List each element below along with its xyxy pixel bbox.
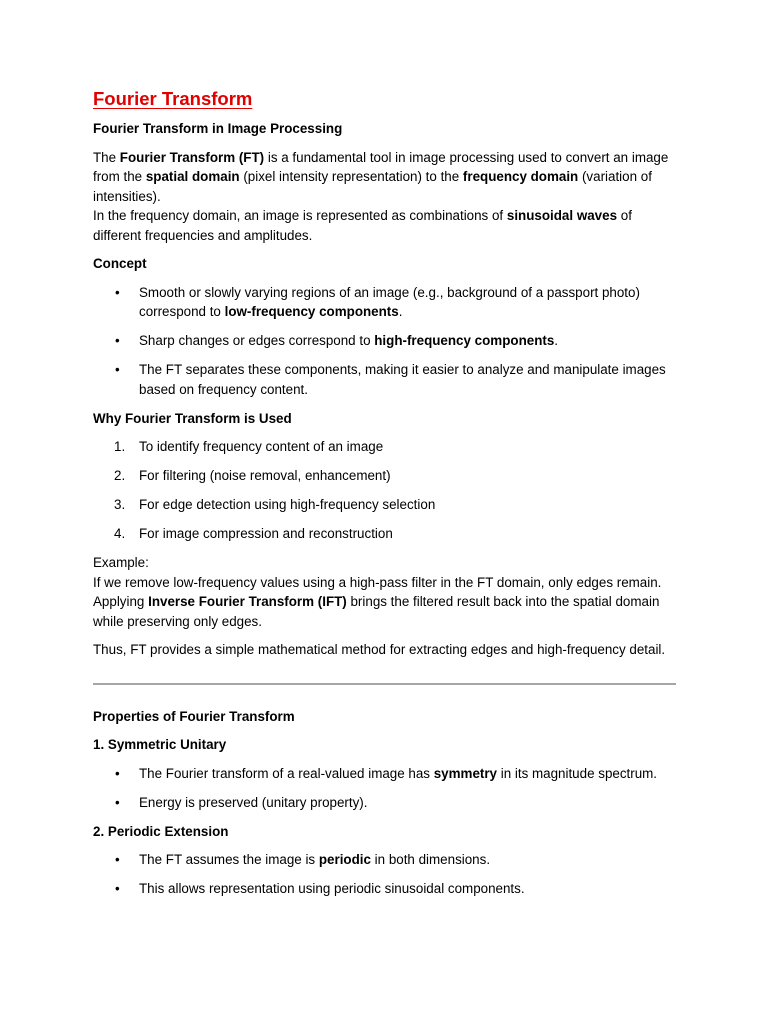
example-label: Example: (93, 555, 149, 570)
bullet-icon: • (115, 881, 120, 896)
list-item-text: The FT assumes the image is (139, 852, 319, 867)
list-item-text: . (398, 304, 403, 319)
subsection-heading-symmetric: 1. Symmetric Unitary (93, 737, 227, 752)
intro-bold-term: frequency domain (462, 169, 579, 184)
bullet-icon: • (115, 333, 120, 348)
list-item (93, 793, 678, 813)
bullet-icon: • (115, 284, 120, 300)
list-item-bold: high-frequency components (374, 333, 555, 348)
intro-text: The (93, 149, 120, 165)
bullet-icon: • (115, 794, 120, 810)
section-heading-properties: Properties of Fourier Transform (93, 708, 295, 724)
list-item-text: Smooth or slowly varying regions of an image (e.g., background of a passport photo) correspond to (139, 284, 640, 319)
summary-paragraph: Thus, FT provides a simple mathematical method for extracting edges and high-frequency detail. (93, 642, 666, 657)
list-item (93, 524, 678, 544)
bullet-icon: • (115, 362, 120, 377)
list-number: 3. (114, 497, 126, 512)
list-item-text: in both dimensions. (370, 852, 491, 867)
intro-text: (pixel intensity representation) to the (239, 169, 463, 184)
list-item (93, 495, 678, 515)
example-text: If we remove low-frequency values using a high-pass filter in the FT domain, only edges remain. Applying (93, 574, 662, 609)
intro-bold-term: sinusoidal waves (506, 208, 618, 223)
intro-text: of different frequencies and amplitudes. (93, 208, 632, 243)
periodic-list (93, 850, 678, 899)
intro-bold-term: Fourier Transform (FT) (119, 149, 265, 165)
bullet-icon: • (115, 765, 120, 781)
list-item-text: Sharp changes or edges correspond to (139, 333, 375, 348)
intro-text: In the frequency domain, an image is represented as combinations of (93, 208, 507, 223)
list-item-text: The FT separates these components, making it easier to analyze and manipulate images based on frequency content. (139, 362, 666, 397)
why-list (93, 437, 678, 544)
list-item (93, 466, 678, 486)
list-item (93, 764, 678, 784)
intro-bold-term: spatial domain (145, 169, 240, 184)
list-item-text: For edge detection using high-frequency selection (139, 497, 436, 512)
symmetric-list (93, 764, 678, 813)
section-heading-concept: Concept (93, 256, 147, 271)
list-item-bold: low-frequency components (224, 304, 399, 319)
document-body (93, 86, 678, 908)
list-item-text: The Fourier transform of a real-valued image has (139, 765, 434, 781)
section-heading-why: Why Fourier Transform is Used (93, 410, 292, 426)
list-item-text: in its magnitude spectrum. (497, 765, 658, 781)
bullet-icon: • (115, 852, 120, 867)
list-item-text: . (554, 333, 559, 348)
subsection-heading-periodic: 2. Periodic Extension (93, 823, 229, 839)
list-item-bold: symmetry (433, 765, 498, 781)
list-number: 1. (114, 439, 126, 454)
intro-paragraph (93, 148, 678, 246)
document-title: Fourier Transform (93, 88, 253, 109)
list-item-text: This allows representation using periodic sinusoidal components. (139, 881, 525, 896)
list-item (93, 879, 678, 899)
list-item-text: To identify frequency content of an image (139, 439, 384, 454)
list-item-text: For filtering (noise removal, enhancement) (139, 468, 391, 483)
list-number: 4. (114, 526, 126, 541)
horizontal-divider (93, 683, 676, 685)
example-paragraph (93, 553, 678, 631)
list-item (93, 331, 678, 351)
intro-text: (variation of intensities). (93, 169, 652, 204)
list-item (93, 283, 678, 322)
example-text: brings the filtered result back into the spatial domain while preserving only edges. (93, 594, 660, 629)
list-number: 2. (114, 468, 126, 483)
intro-text: is a fundamental tool in image processing used to convert an image from the (93, 149, 669, 184)
example-bold-term: Inverse Fourier Transform (IFT) (148, 594, 347, 609)
list-item (93, 850, 678, 870)
list-item-bold: periodic (318, 852, 371, 867)
list-item (93, 360, 678, 399)
list-item-text: For image compression and reconstruction (139, 526, 393, 541)
section-heading-image-processing: Fourier Transform in Image Processing (93, 121, 343, 136)
list-item (93, 437, 678, 457)
list-item-text: Energy is preserved (unitary property). (139, 794, 368, 810)
concept-list (93, 283, 678, 400)
